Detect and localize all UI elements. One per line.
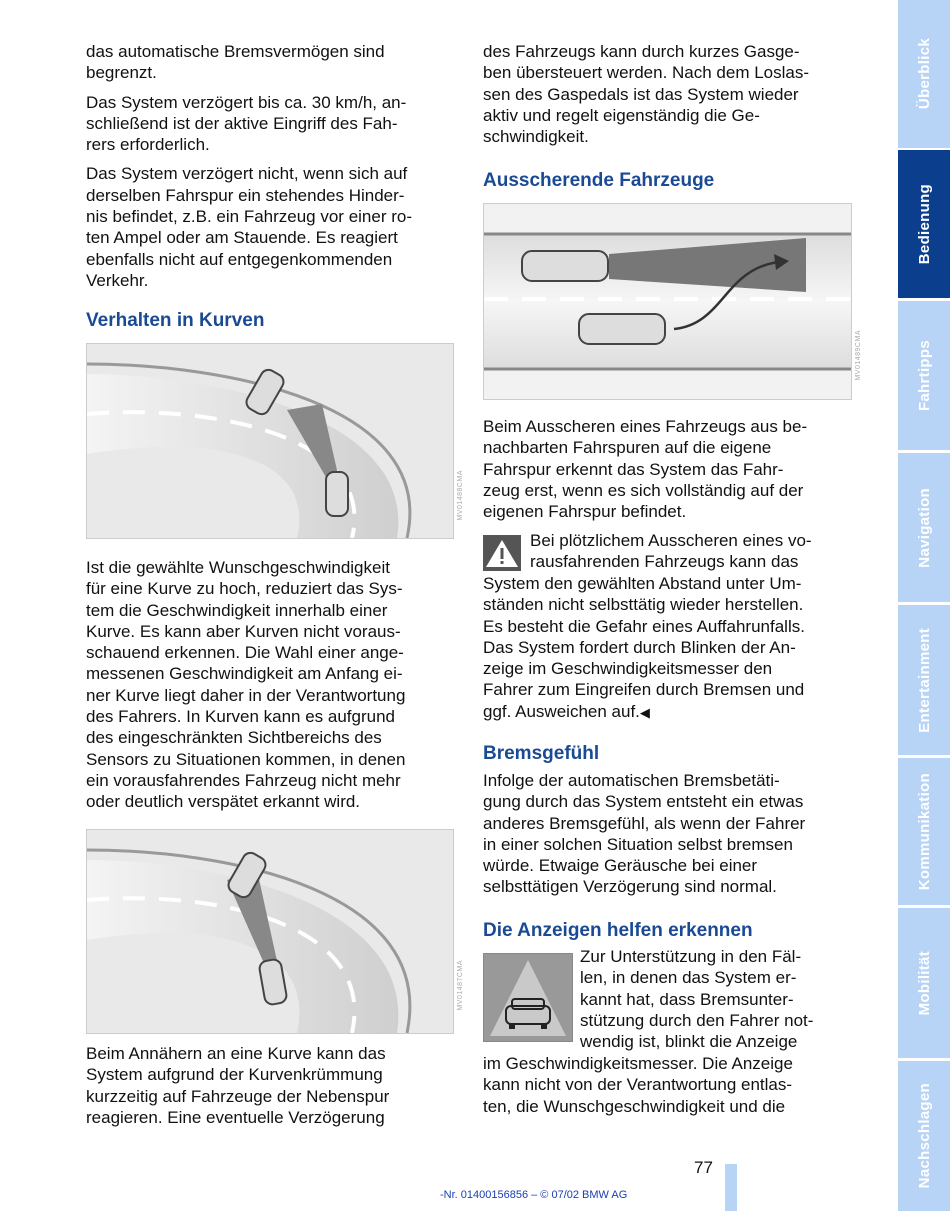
collision-warning-display-icon [483, 953, 573, 1042]
warning-text-first [530, 530, 860, 573]
straight-road-illustration [484, 204, 851, 399]
tab-label: Mobilität [915, 950, 933, 1016]
figure-curve-sensor-range [86, 343, 454, 539]
figure-code: MV01488CMA [457, 470, 464, 521]
footer-copyright: -Nr. 01400156856 – © 07/02 BMW AG [440, 1189, 628, 1201]
paragraph: das automatische Bremsvermögen sind begrenzt. [86, 42, 385, 83]
paragraph: Das System verzögert nicht, wenn sich auf derselben Fahrspur ein stehendes Hinder- nis befindet, z.B. ein Fahrzeug vor einer ro- ten Ampel oder am Stauende. Es reagiert ebenfalls nicht auf entgegenkommenden Verkehr. [86, 164, 412, 290]
curve-road-illustration [87, 830, 453, 1033]
tab-mobilitaet[interactable] [898, 908, 950, 1058]
figure-curve-adjacent-lane [86, 829, 454, 1034]
right-column-body [483, 416, 855, 530]
tab-label: Entertainment [915, 627, 933, 733]
warning-text: Bei plötzlichem Ausscheren eines vo- rausfahrenden Fahrzeugs kann das [530, 531, 812, 572]
tab-label: Navigation [915, 487, 933, 568]
heading-curves: Verhalten in Kurven [86, 310, 265, 331]
heading-displays: Die Anzeigen helfen erkennen [483, 920, 753, 941]
left-column [86, 41, 458, 299]
paragraph: Ist die gewählte Wunschgeschwindigkeit für eine Kurve zu hoch, reduziert das Sys- tem die Geschwindigkeit innerhalb einer Kurve. Es kann aber Kurven nicht voraus- schauend erkennen. Die Wahl einer ange- messenen Geschwindigkeit am Anfang ei- ner Kurve liegt daher in der Verantwortung des Fahrers. In Kurven kann es aufgrund des eingeschränkten Sichtbereichs des Sensors zu Situationen kommen, in denen ein vorausfahrendes Fahrzeug nicht mehr oder deutlich verspätet erkannt wird. [86, 558, 406, 812]
page-number: 77 [694, 1158, 713, 1177]
tab-navigation[interactable] [898, 453, 950, 602]
figure-cutting-out-vehicle [483, 203, 852, 400]
tab-label: Überblick [915, 38, 933, 110]
figure-code: MV01487CMA [457, 960, 464, 1011]
warning-block [483, 573, 863, 722]
tab-label: Fahrtipps [915, 339, 933, 412]
paragraph: Das System verzögert bis ca. 30 km/h, an- schließend ist der aktive Eingriff des Fah- rers erforderlich. [86, 92, 407, 155]
tab-bedienung[interactable] [898, 150, 950, 298]
tab-label: Kommunikation [915, 772, 933, 891]
right-column-brake [483, 770, 855, 906]
left-column-body [86, 557, 458, 821]
left-column-bottom [86, 1043, 458, 1136]
display-text-rest [483, 1053, 855, 1125]
paragraph: Beim Ausscheren eines Fahrzeugs aus be- nachbarten Fahrspuren auf die eigene Fahrspur erkennt das System das Fahr- zeug erst, wenn es sich vollständig auf der eigenen Fahrspur befindet. [483, 417, 808, 522]
tab-nachschlagen[interactable] [898, 1061, 950, 1211]
tab-entertainment[interactable] [898, 605, 950, 755]
right-column [483, 41, 855, 155]
heading-cutout: Ausscherende Fahrzeuge [483, 170, 715, 191]
paragraph: Zur Unterstützung in den Fäl- len, in denen das System er- kannt hat, dass Bremsunter- stützung durch den Fahrer not- wendig ist, blinkt die Anzeige [580, 947, 814, 1052]
figure-code: MV01489CMA [855, 330, 862, 381]
display-text-first [580, 946, 860, 1052]
tab-ueberblick[interactable] [898, 0, 950, 148]
tab-label: Nachschlagen [915, 1083, 933, 1189]
paragraph: im Geschwindigkeitsmesser. Die Anzeige kann nicht von der Verantwortung entlas- ten, die Wunschgeschwindigkeit und die [483, 1054, 793, 1116]
paragraph: Beim Annähern an eine Kurve kann das System aufgrund der Kurvenkrümmung kurzzeitig auf Fahrzeuge der Nebenspur reagieren. Eine eventuelle Verzögerung [86, 1044, 390, 1127]
heading-brake-feel: Bremsgefühl [483, 743, 600, 764]
tab-fahrtipps[interactable] [898, 301, 950, 450]
end-marker-icon: ◀ [639, 704, 650, 720]
warning-text: System den gewählten Abstand unter Um- ständen nicht selbsttätig wieder herstellen. Es besteht die Gefahr eines Auffahrunfalls. Das System fordert durch Blinken der An- zeige im Geschwindigkeitsmesser den Fahrer zum Eingreifen durch Bremsen und ggf. Ausweichen auf. [483, 574, 805, 721]
warning-icon [483, 535, 521, 571]
paragraph: des Fahrzeugs kann durch kurzes Gasge- ben übersteuert werden. Nach dem Loslas- sen des Gaspedals ist das System wieder aktiv und regelt eigenständig die Ge- schwindigkeit. [483, 42, 810, 147]
paragraph: Infolge der automatischen Bremsbetäti- gung durch das System entsteht ein etwas anderes Bremsgefühl, als wenn der Fahrer in einer solchen Situation selbst bremsen würde. Etwaige Geräusche bei einer selbsttätigen Verzögerung sind normal. [483, 771, 806, 897]
curve-road-illustration [87, 344, 453, 538]
tab-kommunikation[interactable] [898, 758, 950, 905]
tab-label: Bedienung [915, 183, 933, 265]
page-marker-bar [725, 1164, 737, 1211]
